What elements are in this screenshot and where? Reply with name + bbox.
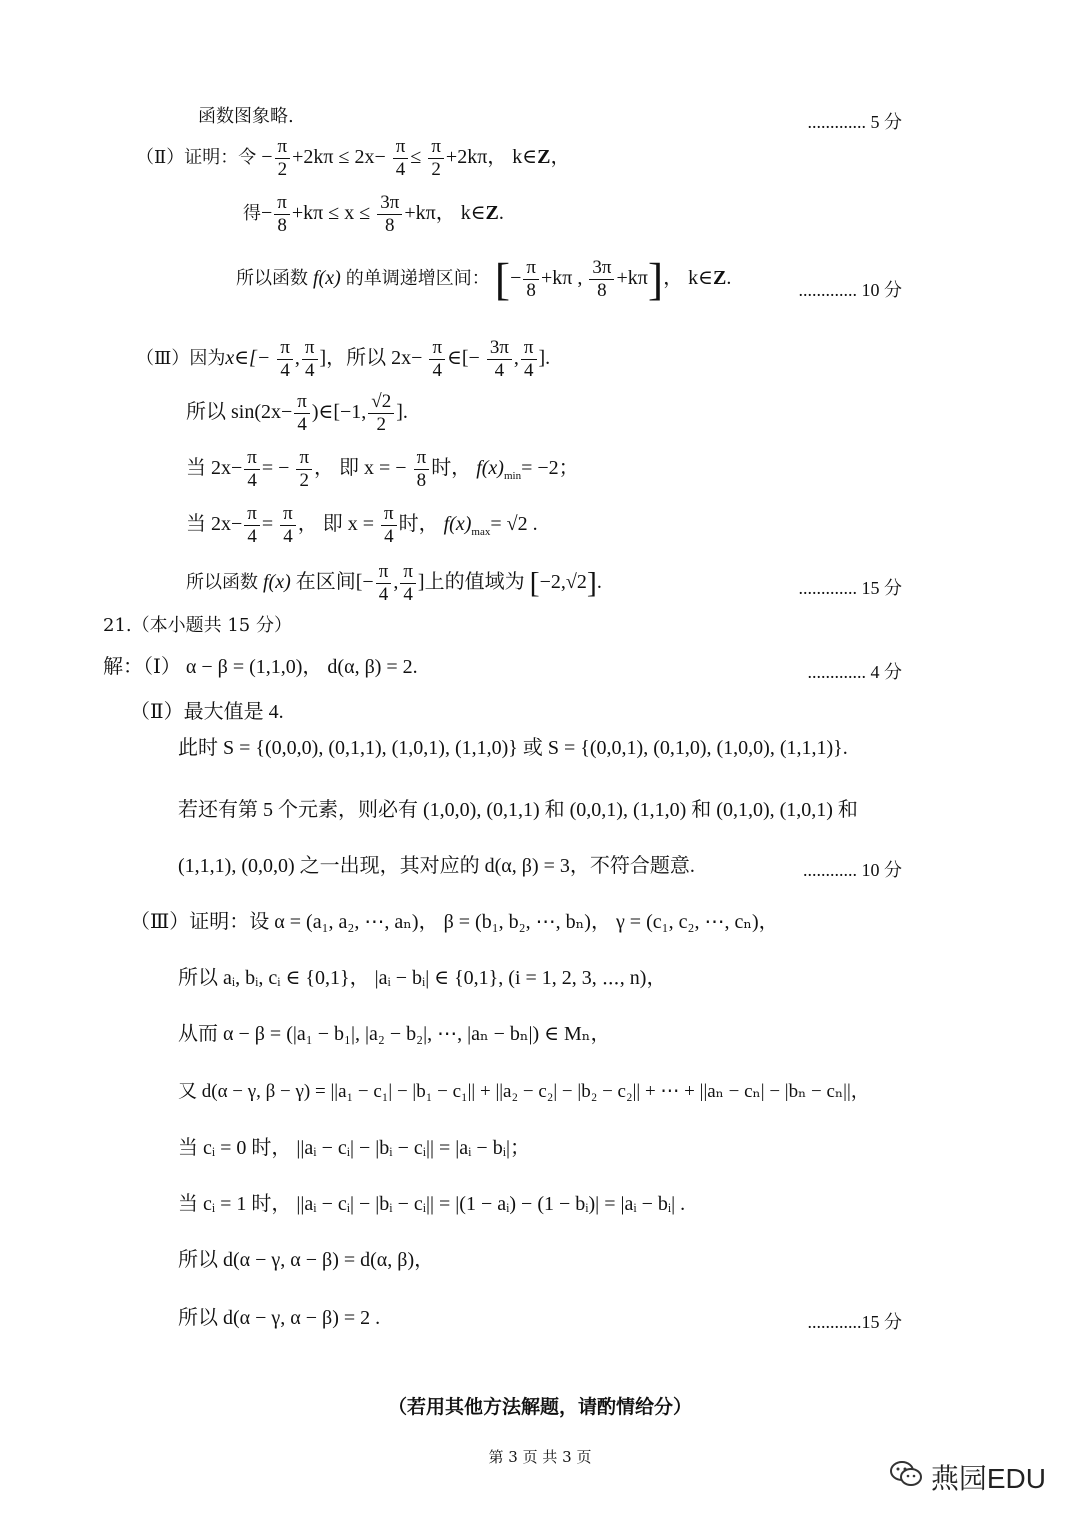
q21-part-ii-sets: 此时 S = {(0,0,0), (0,1,1), (1,0,1), (1,1,0)} 或 S = {(0,0,1), (0,1,0), (1,0,0), (1,1,1)}. — [178, 737, 848, 759]
q21-part-iii-line-7: 所以 d(α − γ, α − β) = d(α, β)， — [178, 1249, 435, 1271]
proof-iii-line-2: 所以 sin(2x− $\frac{\pi}{4}$ )∈[−1, $\frac{√2}{2}$ ]. — [186, 391, 408, 435]
proof-iii-line-4: 当 2x− $\frac{\pi}{4}$ = $\frac{\pi}{4}$ ， 即 x = $\frac{\pi}{4}$ 时， $f(x)_{max}= √2$ . — [186, 503, 538, 547]
q21-part-iii-setup: （Ⅲ）证明：设 α = (a₁, a₂, ⋯, aₙ)， β = (b₁, b₂, ⋯, bₙ)， γ = (c₁, c₂, ⋯, cₙ)， — [130, 911, 779, 933]
grading-note: （若用其他方法解题，请酌情给分） — [387, 1396, 692, 1418]
page-footer: 第 3 页 共 3 页 — [488, 1448, 592, 1466]
proof-ii-line-1: （Ⅱ）证明：令 − $\frac{\pi}{2}$ +2kπ ≤ 2x− $\frac{\pi}{4}$ ≤ $\frac{\pi}{2}$ +2kπ， k∈Z， — [136, 136, 571, 180]
score-15-b: ............15 分 — [807, 1312, 902, 1332]
watermark-text: 燕园EDU — [930, 1463, 1046, 1494]
q21-part-iii-line-5: 当 cᵢ = 0 时， ||aᵢ − cᵢ| − |bᵢ − cᵢ|| = |aᵢ − bᵢ|； — [178, 1137, 530, 1159]
q21-part-ii: （Ⅱ）最大值是 4. — [130, 701, 284, 723]
q21-part-iii-line-8: 所以 d(α − γ, α − β) = 2 . — [178, 1307, 381, 1329]
proof-ii-line-3: 所以函数 f(x) 的单调递增区间： [− $\frac{\pi}{8}$ +kπ , $\frac{3\pi}{8}$ +kπ]， k∈Z. — [236, 253, 732, 305]
proof-iii-line-5: 所以函数 f(x) 在区间[− $\frac{\pi}{4}$ , $\frac{\pi}{4}$ ]上的值域为 [−2,√2]. — [186, 561, 602, 605]
q21-part-iii-line-4: 又 d(α − γ, β − γ) = ||a₁ − c₁| − |b₁ − c₁|| + ||a₂ − c₂| − |b₂ − c₂|| + ⋯ + ||aₙ − cₙ| − |bₙ − cₙ||， — [178, 1081, 870, 1102]
proof-ii-line-2: 得− $\frac{\pi}{8}$ +kπ ≤ x ≤ $\frac{3\pi}{8}$ +kπ， k∈Z. — [243, 192, 504, 236]
wechat-icon — [889, 1459, 923, 1496]
q21-part-ii-conclusion: (1,1,1), (0,0,0) 之一出现，其对应的 d(α, β) = 3，不符合题意. — [178, 855, 695, 877]
q21-part-i: 解：（Ⅰ） α − β = (1,1,0)， d(α, β) = 2. — [103, 656, 418, 678]
score-10: ............. 10 分 — [798, 280, 902, 300]
score-15-a: ............. 15 分 — [798, 578, 902, 598]
proof-iii-line-1: （Ⅲ）因为x∈[− $\frac{\pi}{4}$ , $\frac{\pi}{4}$ ]，所以 2x− $\frac{\pi}{4}$ ∈[− $\frac{3\pi}{4}$ , $\frac{\pi}{4}$ ]. — [136, 337, 551, 381]
watermark — [889, 1457, 1046, 1497]
q21-part-iii-line-6: 当 cᵢ = 1 时， ||aᵢ − cᵢ| − |bᵢ − cᵢ|| = |(1 − aᵢ) − (1 − bᵢ)| = |aᵢ − bᵢ| . — [178, 1193, 686, 1215]
score-10-b: ............ 10 分 — [803, 860, 902, 880]
proof-iii-line-3: 当 2x− $\frac{\pi}{4}$ = − $\frac{\pi}{2}$ ， 即 x = − $\frac{\pi}{8}$ 时， $f(x)_{min}= -2$； — [186, 447, 579, 491]
q21-part-ii-fifth: 若还有第 5 个元素，则必有 (1,0,0), (0,1,1) 和 (0,0,1), (1,1,0) 和 (0,1,0), (1,0,1) 和 — [178, 799, 858, 821]
line-graph-omitted: 函数图象略. — [198, 106, 294, 127]
score-4: ............. 4 分 — [807, 662, 902, 682]
q21-part-iii-line-2: 所以 aᵢ, bᵢ, cᵢ ∈ {0,1}， |aᵢ − bᵢ| ∈ {0,1}, (i = 1, 2, 3, ⋯, n)， — [178, 967, 667, 989]
question-21-title: 21.（本小题共 15 分） — [103, 615, 292, 636]
q21-part-iii-line-3: 从而 α − β = (|a₁ − b₁|, |a₂ − b₂|, ⋯, |aₙ − bₙ|) ∈ Mₙ， — [178, 1023, 611, 1045]
score-5: ............. 5 分 — [807, 112, 902, 132]
